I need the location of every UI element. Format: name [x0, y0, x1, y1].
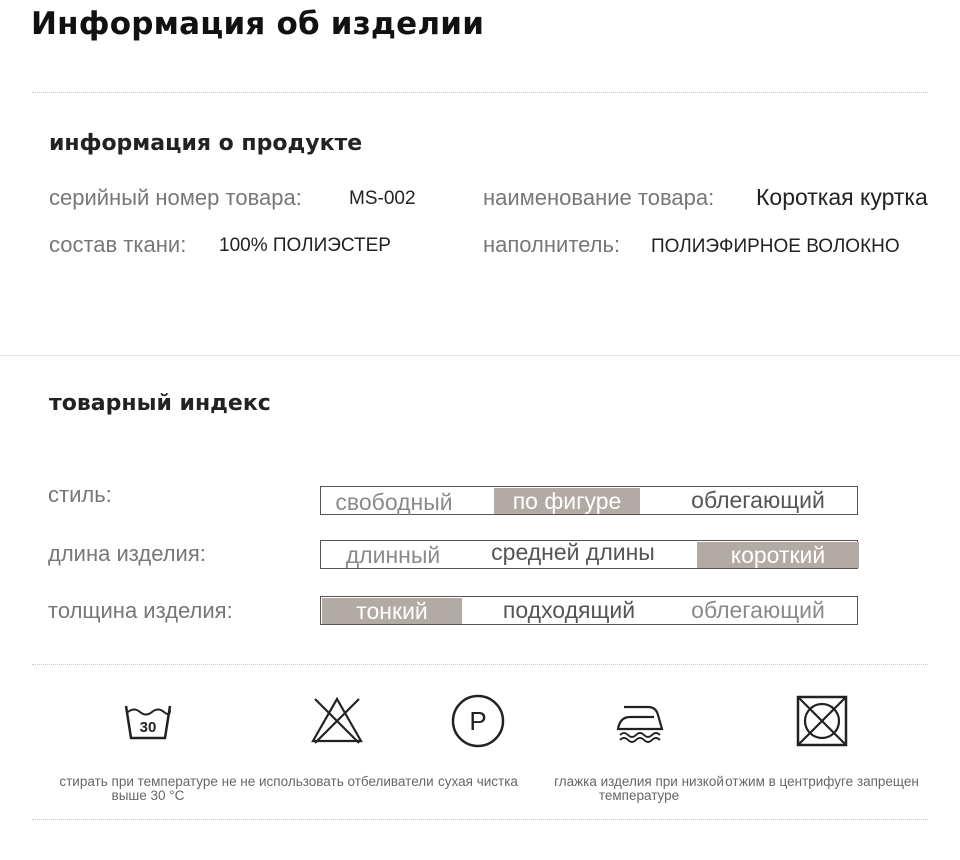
- thickness-option-medium: подходящий: [502, 597, 636, 623]
- thickness-option-thick: облегающий: [691, 597, 825, 623]
- care-item-iron: [539, 690, 739, 803]
- divider: [32, 664, 928, 665]
- iron-low-icon: [539, 690, 739, 752]
- care-item-wash: [48, 690, 248, 803]
- care-label-no-bleach: не использовать отбеливатели: [240, 774, 434, 789]
- length-option-short-selected: короткий: [697, 542, 859, 568]
- product-name-value: Короткая куртка: [756, 184, 928, 210]
- divider: [32, 819, 928, 820]
- care-label-no-tumble-dry: отжим в центрифуге запрещен: [725, 774, 919, 789]
- care-item-no-tumble-dry: [722, 690, 922, 789]
- style-label: стиль:: [48, 482, 112, 507]
- fabric-value: 100% ПОЛИЭСТЕР: [219, 235, 391, 256]
- care-label-iron: глажка изделия при низкой температуре: [554, 774, 724, 803]
- section-divider: [0, 355, 960, 356]
- care-label-dry-clean: сухая чистка: [438, 774, 518, 789]
- wash-temp-text: 30: [139, 719, 157, 736]
- thickness-label: толщина изделия:: [48, 598, 233, 623]
- style-option-loose: свободный: [335, 489, 453, 515]
- product-name-label: наименование товара:: [483, 185, 715, 210]
- filler-label: наполнитель:: [483, 232, 621, 257]
- style-scale: [320, 486, 858, 515]
- length-scale: [320, 540, 858, 569]
- style-option-tight: облегающий: [691, 487, 825, 513]
- care-label-wash: стирать при температуре не выше 30 °C: [59, 774, 237, 803]
- dry-clean-letter: P: [469, 706, 487, 736]
- serial-label: серийный номер товара:: [49, 185, 302, 210]
- filler-value: ПОЛИЭФИРНОЕ ВОЛОКНО: [651, 236, 900, 257]
- thickness-option-thin-selected: тонкий: [322, 598, 462, 624]
- fabric-label: состав ткани:: [49, 232, 187, 257]
- divider: [32, 92, 928, 93]
- style-option-fitted-selected: по фигуре: [494, 488, 640, 514]
- product-index-heading: товарный индекс: [49, 391, 271, 416]
- no-tumble-dry-icon: [722, 690, 922, 752]
- thickness-scale: [320, 596, 858, 625]
- page-title: Информация об изделии: [31, 6, 485, 42]
- length-option-medium: средней длины: [491, 539, 655, 565]
- length-option-long: длинный: [345, 542, 441, 568]
- length-label: длина изделия:: [48, 541, 206, 566]
- wash-30-icon: [48, 690, 248, 752]
- product-info-heading: информация о продукте: [49, 131, 363, 156]
- serial-value: MS-002: [349, 188, 416, 209]
